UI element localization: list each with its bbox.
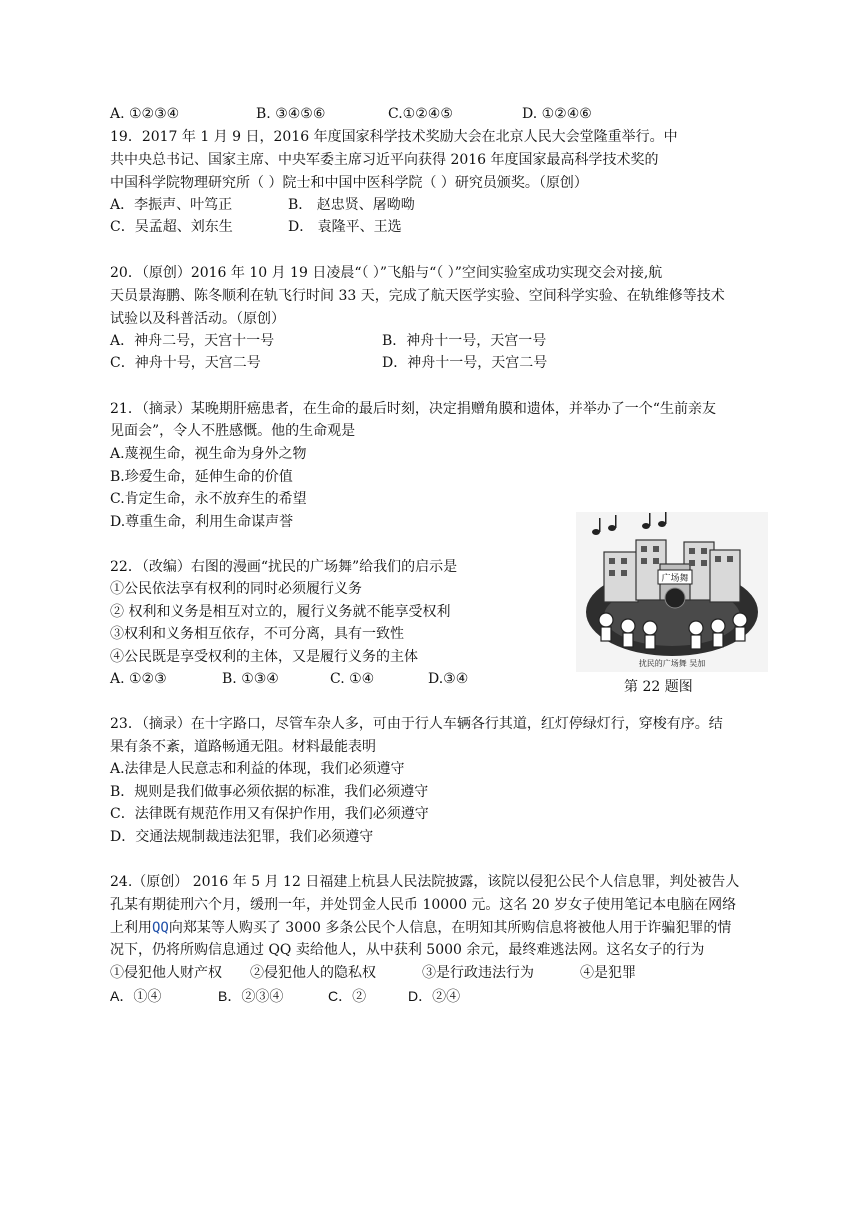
- q24-stem-line-4: 况下，仍将所购信息通过 QQ 卖给他人，从中获利 5000 余元，最终难逃法网。这名女子的行为: [110, 942, 705, 958]
- q21-option-c: C.肯定生命，永不放弃生的希望: [110, 491, 307, 507]
- q20-stem-line-1: 20．（原创）2016 年 10 月 19 日凌晨“（ ）”飞船与“（ ）”空间实验室成功实现交会对接,航: [110, 265, 663, 281]
- q20-stem-line-3: 试验以及科普活动。（原创）: [110, 311, 285, 327]
- item-2: ②侵犯他人的隐私权: [250, 965, 376, 981]
- q23-option-d: D．交通法规制裁违法犯罪，我们必须遵守: [110, 829, 374, 845]
- q21-option-b: B.珍爱生命，延伸生命的价值: [110, 469, 293, 485]
- option-a: A. ①②③: [110, 671, 167, 687]
- q24-line3-suffix: 向郑某等人购买了 3000 多条公民个人信息，在明知其所购信息将被他人用于诈骗犯罪的情: [168, 920, 732, 936]
- cartoon-caption: 扰民的广场舞 吴加: [638, 659, 706, 668]
- option-c: C.①②④⑤: [388, 106, 453, 122]
- q20-stem-line-2: 天员景海鹏、陈冬顺利在轨飞行时间 33 天，完成了航天医学实验、空间科学实验、在轨维修等技术: [110, 288, 725, 304]
- option-b: B．②③④: [218, 988, 284, 1004]
- option-b: B．神舟十一号，天宫一号: [382, 333, 547, 349]
- item-4: ④是犯罪: [580, 965, 636, 981]
- square-dance-cartoon-image: [576, 512, 768, 672]
- option-d: D．神舟十一号，天宫二号: [382, 355, 548, 371]
- q24-stem-line-1: 24.（原创） 2016 年 5 月 12 日福建上杭县人民法院披露，该院以侵犯公民个人信息罪，判处被告人: [110, 874, 740, 890]
- q23-stem-line-1: 23．（摘录）在十字路口，尽管车杂人多，可由于行人车辆各行其道，红灯停绿灯行，穿梭有序。结: [110, 716, 723, 732]
- option-c: C. ①④: [330, 671, 375, 687]
- q19-options-row-2: [110, 216, 402, 238]
- option-c: C．②: [328, 988, 367, 1004]
- item-3: ③是行政违法行为: [422, 965, 534, 981]
- option-a: A．①④: [110, 988, 162, 1004]
- q19-stem-line-2: 共中央总书记、国家主席、中央军委主席习近平向获得 2016 年度国家最高科学技术奖的: [110, 152, 659, 168]
- q20-options-row-2: [110, 352, 547, 374]
- q23-stem-line-2: 果有条不紊，道路畅通无阻。材料最能表明: [110, 739, 376, 755]
- q21-stem-line-1: 21．（摘录）某晚期肝癌患者，在生命的最后时刻，决定捐赠角膜和遗体，并举办了一个“生前亲友: [110, 401, 716, 417]
- option-a: A．李振声、叶笃正: [110, 197, 233, 213]
- qq-link: QQ: [152, 920, 169, 936]
- q23-option-c: C．法律既有规范作用又有保护作用，我们必须遵守: [110, 806, 429, 822]
- q24-items: [110, 962, 636, 984]
- q23-option-b: B．规则是我们做事必须依据的标准，我们必须遵守: [110, 784, 429, 800]
- figure-label: 第 22 题图: [624, 679, 693, 695]
- q24-options: [110, 985, 460, 1007]
- q24-line3-prefix: 上利用: [110, 920, 152, 936]
- q22-item-3: ③权利和义务相互依存，不可分离，具有一致性: [110, 626, 404, 642]
- q24-stem-line-3: [110, 917, 731, 939]
- prev-question-options: [110, 103, 592, 125]
- q20-options-row-1: [110, 330, 546, 352]
- option-d: D.③④: [428, 671, 469, 687]
- q22-item-1: ①公民依法享有权利的同时必须履行义务: [110, 581, 362, 597]
- q24-stem-line-2: 孔某有期徒刑六个月，缓刑一年，并处罚金人民币 10000 元。这名 20 岁女子使用笔记本电脑在网络: [110, 897, 737, 913]
- q21-stem-line-2: 见面会”，令人不胜感慨。他的生命观是: [110, 423, 356, 439]
- q22-stem: 22．（改编）右图的漫画“扰民的广场舞”给我们的启示是: [110, 559, 458, 575]
- option-a: A. ①②③④: [110, 106, 180, 122]
- q21-option-d: D.尊重生命，利用生命谋声誉: [110, 514, 294, 530]
- option-d: D. ①②④⑥: [522, 106, 592, 122]
- option-c: C．吴孟超、刘东生: [110, 219, 233, 235]
- q23-option-a: A.法律是人民意志和利益的体现，我们必须遵守: [110, 761, 405, 777]
- q19-stem-line-3: 中国科学院物理研究所（ ）院士和中国中医科学院（ ）研究员颁奖。（原创）: [110, 175, 588, 191]
- option-d: D． 袁隆平、王选: [288, 219, 402, 235]
- q21-option-a: A.蔑视生命，视生命为身外之物: [110, 446, 307, 462]
- q22-item-2: ② 权利和义务是相互对立的，履行义务就不能享受权利: [110, 604, 451, 620]
- option-c: C．神舟十号，天宫二号: [110, 355, 261, 371]
- option-d: D．②④: [408, 988, 461, 1004]
- option-b: B. ③④⑤⑥: [256, 106, 326, 122]
- option-a: A．神舟二号，天宫十一号: [110, 333, 275, 349]
- item-1: ①侵犯他人财产权: [110, 965, 222, 981]
- option-b: B. ①③④: [222, 671, 279, 687]
- q22-item-4: ④公民既是享受权利的主体，又是履行义务的主体: [110, 649, 418, 665]
- q19-options-row-1: [110, 194, 415, 216]
- q19-stem-line-1: 19．2017 年 1 月 9 日，2016 年度国家科学技术奖励大会在北京人民大会堂隆重举行。中: [110, 129, 678, 145]
- q22-options: [110, 668, 468, 690]
- cartoon-sign-text: 广场舞: [661, 574, 689, 584]
- option-b: B． 赵忠贤、屠呦呦: [288, 197, 415, 213]
